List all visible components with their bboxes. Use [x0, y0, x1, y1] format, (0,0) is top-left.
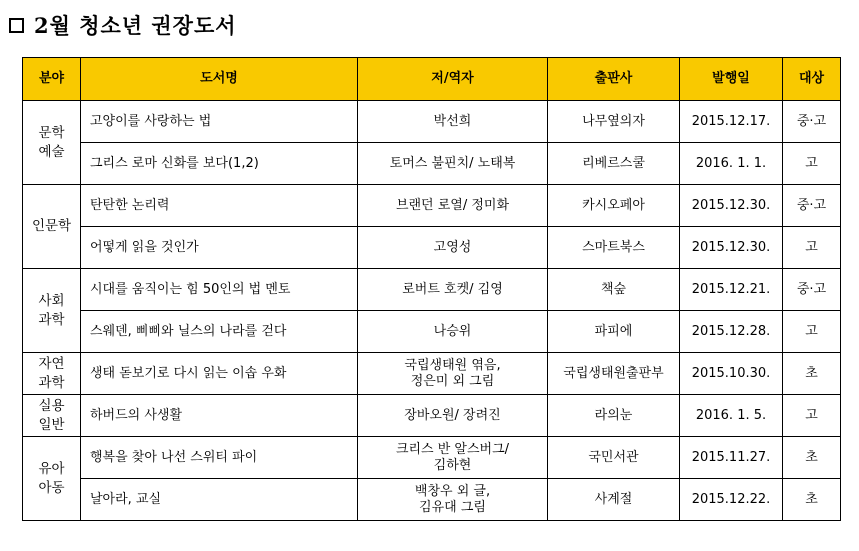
category-line: 인문학 [31, 218, 72, 234]
author-line: 국립생태원 엮음, [404, 357, 501, 373]
category-cell [23, 185, 81, 269]
author-line: 박선희 [433, 113, 472, 129]
date-cell: 2015.12.22. [680, 479, 783, 521]
header-category: 분야 [23, 58, 81, 101]
book-title-cell: 시대를 움직이는 힘 50인의 법 멘토 [81, 269, 358, 311]
book-title-cell: 행복을 찾아 나선 스위티 파이 [81, 437, 358, 479]
book-title-cell: 스웨덴, 삐삐와 닐스의 나라를 걷다 [81, 311, 358, 353]
target-cell: 중·고 [783, 269, 841, 311]
target-cell: 초 [783, 353, 841, 395]
category-line: 실용 [38, 397, 65, 414]
date-cell: 2015.11.27. [680, 437, 783, 479]
author-line: 정은미 외 그림 [410, 373, 495, 389]
author-line: 크리스 반 알스버그/ [395, 441, 510, 457]
table-row [23, 395, 841, 437]
publisher-cell: 카시오페아 [548, 185, 680, 227]
author-cell [358, 143, 548, 185]
category-line: 아동 [38, 479, 65, 496]
page-title-text: 2월 청소년 권장도서 [34, 13, 237, 38]
author-cell [358, 437, 548, 479]
author-line: 백창우 외 글, [414, 483, 491, 499]
category-line: 과학 [38, 374, 65, 391]
date-cell: 2015.12.30. [680, 185, 783, 227]
category-cell [23, 269, 81, 353]
author-cell [358, 269, 548, 311]
target-cell: 고 [783, 143, 841, 185]
book-title-cell: 날아라, 교실 [81, 479, 358, 521]
book-title-cell: 어떻게 읽을 것인가 [81, 227, 358, 269]
target-cell: 고 [783, 227, 841, 269]
author-cell [358, 311, 548, 353]
author-cell [358, 101, 548, 143]
table-row [23, 479, 841, 521]
target-cell: 중·고 [783, 185, 841, 227]
author-line: 김하현 [433, 457, 472, 473]
table-header-row [23, 58, 841, 101]
page-title [9, 10, 237, 40]
table-row [23, 311, 841, 353]
publisher-cell: 파피에 [548, 311, 680, 353]
author-cell [358, 353, 548, 395]
publisher-cell: 나무옆의자 [548, 101, 680, 143]
table-row [23, 437, 841, 479]
date-cell: 2015.12.17. [680, 101, 783, 143]
book-title-cell: 탄탄한 논리력 [81, 185, 358, 227]
category-line: 사회 [38, 292, 65, 309]
book-title-cell: 그리스 로마 신화를 보다(1,2) [81, 143, 358, 185]
date-cell: 2015.10.30. [680, 353, 783, 395]
header-target: 대상 [783, 58, 841, 101]
category-line: 유아 [38, 460, 65, 477]
table-row [23, 101, 841, 143]
category-cell [23, 437, 81, 521]
author-cell [358, 227, 548, 269]
category-line: 문학 [38, 124, 65, 141]
author-line: 브랜던 로열/ 정미화 [395, 197, 510, 213]
category-line: 과학 [38, 311, 65, 328]
publisher-cell: 국립생태원출판부 [548, 353, 680, 395]
checkbox-square-icon [9, 18, 24, 33]
author-cell [358, 479, 548, 521]
header-author: 저/역자 [358, 58, 548, 101]
publisher-cell: 리베르스쿨 [548, 143, 680, 185]
publisher-cell: 책숲 [548, 269, 680, 311]
recommended-books-table [22, 57, 841, 521]
category-line: 일반 [38, 416, 65, 433]
author-line: 김유대 그림 [419, 499, 486, 515]
book-title-cell: 하버드의 사생활 [81, 395, 358, 437]
date-cell: 2015.12.28. [680, 311, 783, 353]
category-cell [23, 101, 81, 185]
author-line: 장바오원/ 장려진 [404, 407, 501, 423]
table-row [23, 353, 841, 395]
publisher-cell: 라의눈 [548, 395, 680, 437]
publisher-cell: 스마트북스 [548, 227, 680, 269]
date-cell: 2015.12.30. [680, 227, 783, 269]
target-cell: 초 [783, 479, 841, 521]
author-cell [358, 395, 548, 437]
category-cell [23, 353, 81, 395]
publisher-cell: 국민서관 [548, 437, 680, 479]
header-publisher: 출판사 [548, 58, 680, 101]
table-row [23, 185, 841, 227]
header-title: 도서명 [81, 58, 358, 101]
table-row [23, 143, 841, 185]
category-cell [23, 395, 81, 437]
author-line: 로버트 호켓/ 김영 [402, 281, 503, 297]
target-cell: 고 [783, 311, 841, 353]
author-cell [358, 185, 548, 227]
date-cell: 2016. 1. 5. [680, 395, 783, 437]
date-cell: 2015.12.21. [680, 269, 783, 311]
target-cell: 고 [783, 395, 841, 437]
category-line: 자연 [38, 355, 65, 372]
date-cell: 2016. 1. 1. [680, 143, 783, 185]
author-line: 고영성 [433, 239, 472, 255]
book-title-cell: 생태 돋보기로 다시 읽는 이솝 우화 [81, 353, 358, 395]
publisher-cell: 사계절 [548, 479, 680, 521]
header-date: 발행일 [680, 58, 783, 101]
target-cell: 중·고 [783, 101, 841, 143]
author-line: 나승위 [433, 323, 472, 339]
table-row [23, 269, 841, 311]
category-line: 예술 [38, 143, 65, 160]
table-row [23, 227, 841, 269]
author-line: 토머스 불핀치/ 노태복 [389, 155, 516, 171]
book-title-cell: 고양이를 사랑하는 법 [81, 101, 358, 143]
target-cell: 초 [783, 437, 841, 479]
